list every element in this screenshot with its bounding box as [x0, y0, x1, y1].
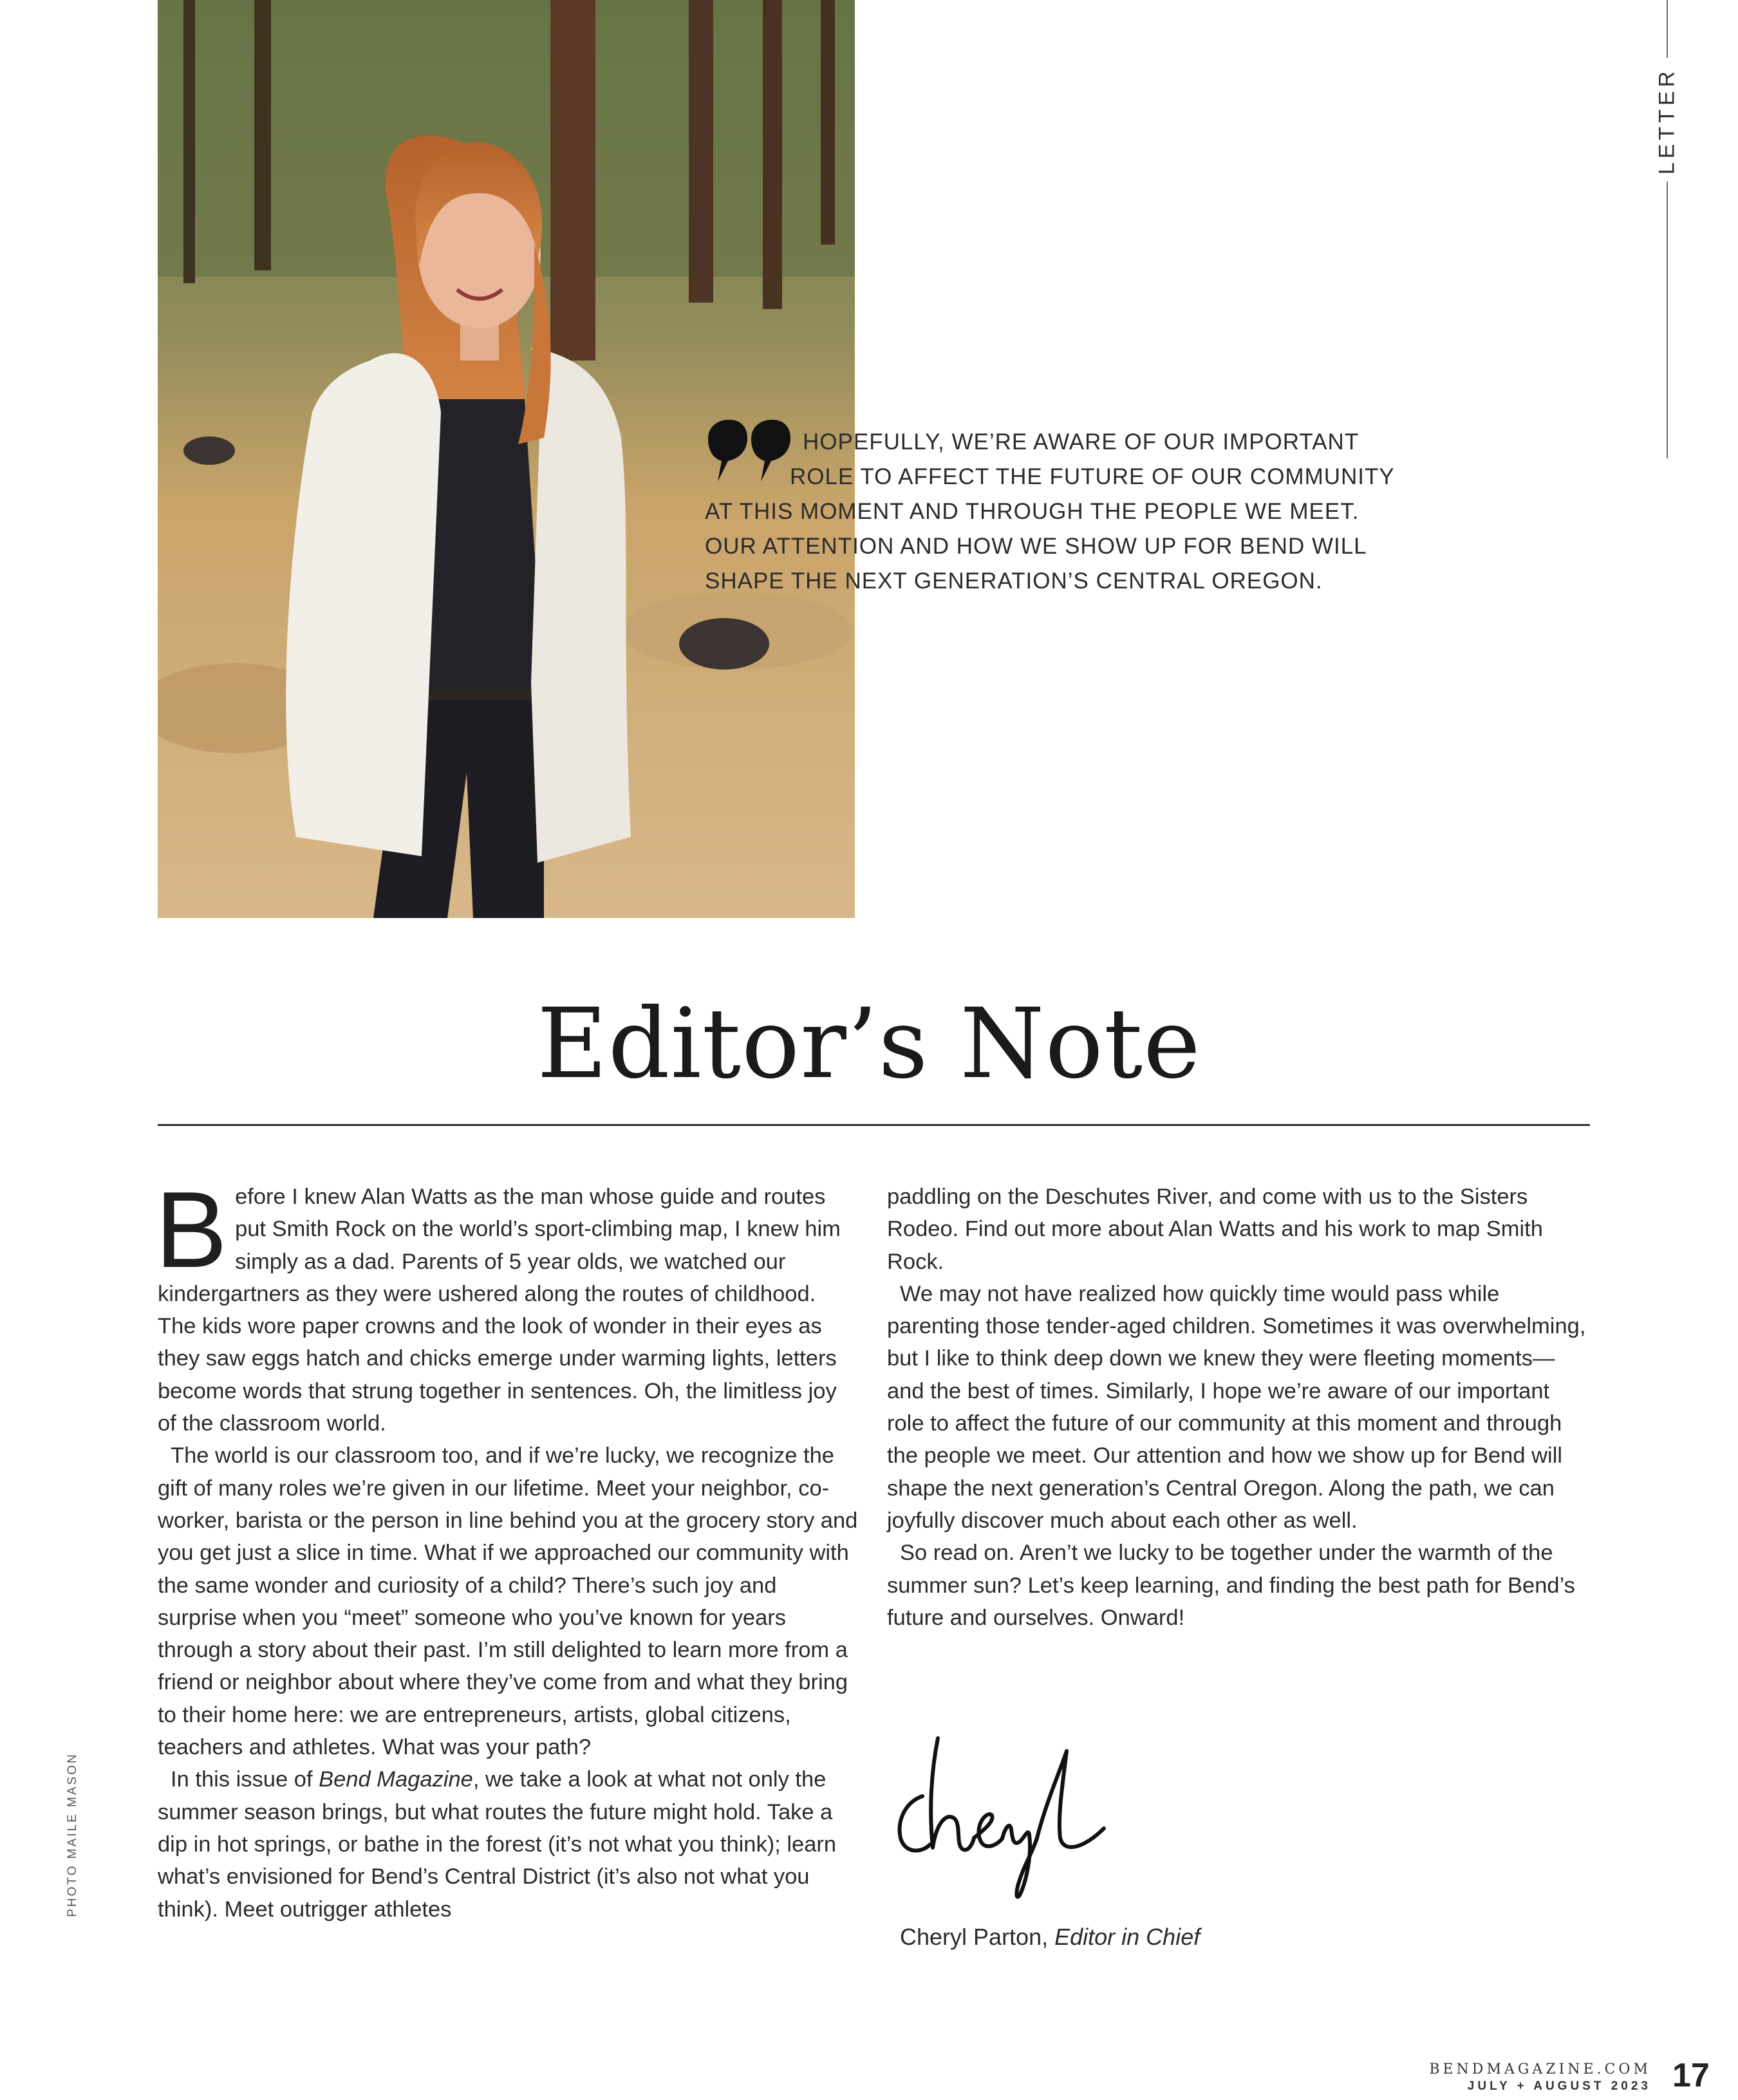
signature-name: [900, 1924, 1200, 1951]
footer-issue-date: JULY + AUGUST 2023: [1467, 2079, 1651, 2093]
article-paragraph: We may not have realized how quickly time would pass while parenting those tender-aged children. Sometimes it was overwhelming, but I like to think deep down we knew they were fleeting moments—and the best of times. Similarly, I hope we’re aware of our important role to affect the future of our community at this moment and through the people we meet. Our attention and how we show up for Bend will shape the next generation’s Central Oregon. Along the path, we can joyfully discover much about each other as well.: [887, 1281, 1586, 1533]
section-tab-rule-bottom: [1667, 182, 1668, 458]
pull-quote-line: SHAPE THE NEXT GENERATION’S CENTRAL OREGON.: [705, 568, 1323, 594]
editor-name: Cheryl Parton,: [900, 1924, 1055, 1950]
footer: [1429, 2061, 1651, 2095]
page-title: Editor’s Note: [537, 988, 1201, 1100]
editor-role: Editor in Chief: [1054, 1924, 1201, 1950]
article-paragraph: So read on. Aren’t we lucky to be together under the warmth of the summer sun? Let’s keep learning, and finding the best path for Bend’s future and ourselves. Onward!: [887, 1541, 1575, 1630]
pull-quote-text: [705, 425, 1452, 599]
section-tab-rule-top: [1667, 0, 1668, 58]
pull-quote-line: OUR ATTENTION AND HOW WE SHOW UP FOR BEND WILL: [705, 534, 1367, 559]
article-paragraph: [158, 1763, 859, 1925]
article-column-left: [155, 1169, 859, 1926]
photo-credit: PHOTO MAILE MASON: [66, 1752, 79, 1917]
handwritten-signature: [892, 1725, 1110, 1906]
drop-cap: B: [155, 1169, 228, 1290]
article-column-right: [887, 1181, 1589, 1634]
article-paragraph: The world is our classroom too, and if we’re lucky, we recognize the gift of many roles we’re given in our lifetime. Meet your neighbor, co-worker, barista or the person in line behind you at the grocery story and you get just a slice in time. What if we approached our community with the same wonder and curiosity of a child? There’s such joy and surprise when you “meet” someone who you’ve known for years through a story about their past. I’m still delighted to learn more from a friend or neighbor about where they’ve come from and what they bring to their home here: we are entrepreneurs, artists, global citizens, teachers and athletes. What was your path?: [158, 1443, 858, 1760]
section-tab-label: LETTER: [1654, 67, 1679, 175]
section-tab: [1654, 0, 1679, 464]
paragraph-text: In this issue of: [171, 1767, 319, 1792]
pull-quote-line: AT THIS MOMENT AND THROUGH THE PEOPLE WE MEET.: [705, 499, 1360, 524]
pull-quote-line: ROLE TO AFFECT THE FUTURE OF OUR COMMUNITY: [790, 464, 1395, 489]
magazine-name: Bend Magazine: [319, 1767, 473, 1792]
footer-site: BENDMAGAZINE.COM: [1429, 2061, 1651, 2077]
title-divider: [158, 1124, 1590, 1126]
paragraph-text: efore I knew Alan Watts as the man whose guide and routes put Smith Rock on the world’s sport-climbing map, I knew him simply as a dad. Parents of 5 year olds, we watched our kindergartners as they were ushered along the routes of childhood. The kids wore paper crowns and the look of wonder in their eyes as they saw eggs hatch and chicks emerge under warming lights, letters become words that strung together in sentences. Oh, the limitless joy of the classroom world.: [158, 1185, 841, 1436]
pull-quote-line: HOPEFULLY, WE’RE AWARE OF OUR IMPORTANT: [803, 429, 1360, 455]
article-paragraph: paddling on the Deschutes River, and come with us to the Sisters Rodeo. Find out more about Alan Watts and his work to map Smith Rock.: [887, 1185, 1543, 1274]
article-paragraph: [155, 1169, 859, 1439]
page-number: 17: [1672, 2057, 1710, 2094]
paragraph-text: , we take a look at what not only the summer season brings, but what routes the future might hold. Take a dip in hot springs, or bathe in the forest (it’s not what you think); learn what’s envisioned for Bend’s Central District (it’s also not what you think). Meet outrigger athletes: [158, 1767, 837, 1922]
